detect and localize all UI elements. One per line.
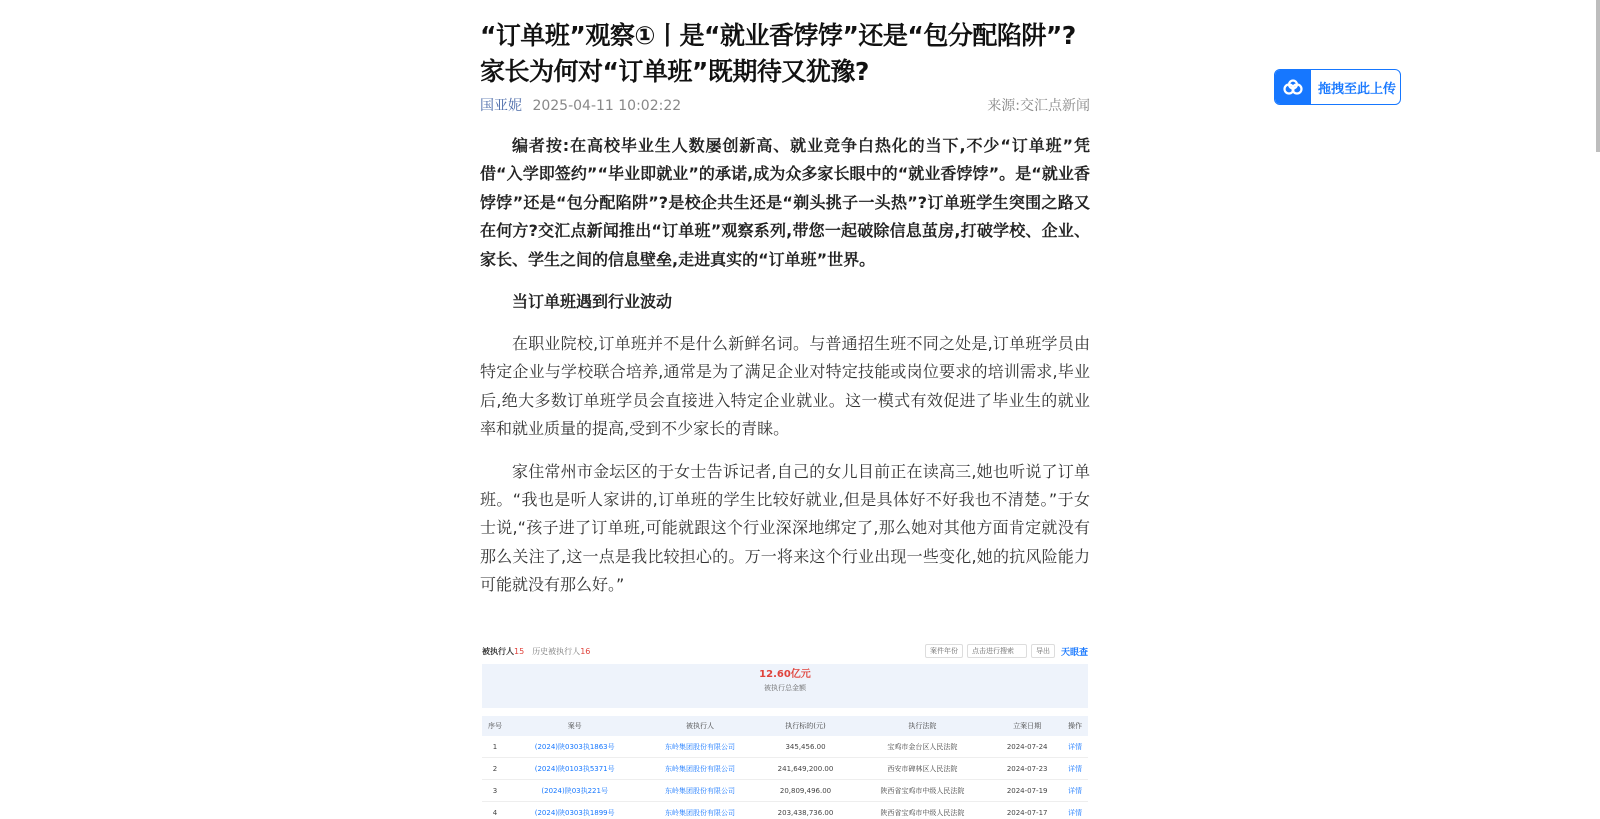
search-box: 点击进行搜索 (967, 644, 1027, 658)
table-cell: 2 (482, 758, 508, 780)
upload-dropzone[interactable] (1274, 69, 1401, 105)
table-header-row (482, 716, 1088, 736)
brand-logo: 天眼查 (1060, 647, 1088, 658)
data-table (482, 716, 1088, 819)
table-row (482, 780, 1088, 802)
author-link[interactable]: 国亚妮 (480, 98, 522, 114)
table-header: 被执行人 (641, 716, 758, 736)
article-source: 来源:交汇点新闻 (987, 98, 1090, 114)
table-cell: 4 (482, 802, 508, 819)
upload-label: 拖拽至此上传 (1318, 81, 1397, 97)
table-cell: 详情 (1062, 802, 1088, 819)
summary-box (482, 664, 1088, 708)
table-cell: 陕西省宝鸡市中级人民法院 (852, 802, 992, 819)
table-cell: (2024)陕0103执5371号 (508, 758, 641, 780)
embedded-screenshot (480, 642, 1090, 819)
paragraph: 在职业院校,订单班并不是什么新鲜名词。与普通招生班不同之处是,订单班学员由特定企业与学校联合培养,通常是为了满足企业对特定技能或岗位要求的培训需求,毕业后,绝大多数订单班学员会直接进入特定企业就业。这一模式有效促进了毕业生的就业率和就业质量的提高,受到不少家长的青睐。 (480, 334, 1090, 439)
table-row (482, 758, 1088, 780)
table-cell: 东岭集团股份有限公司 (641, 780, 758, 802)
table-cell: 2024-07-24 (992, 736, 1061, 758)
table-cell: 详情 (1062, 780, 1088, 802)
table-header: 立案日期 (992, 716, 1061, 736)
table-cell: 西安市碑林区人民法院 (852, 758, 992, 780)
scrollbar[interactable] (1596, 0, 1600, 152)
table-cell: 详情 (1062, 736, 1088, 758)
table-cell: 2024-07-17 (992, 802, 1061, 819)
table-cell: 详情 (1062, 758, 1088, 780)
table-cell: 203,438,736.00 (759, 802, 853, 819)
tab-count: 15 (514, 646, 525, 656)
history-label: 历史被执行人 (532, 646, 581, 656)
screenshot-toolbar (480, 642, 1090, 660)
table-cell: (2024)陕03执221号 (508, 780, 641, 802)
publish-datetime: 2025-04-11 10:02:22 (532, 98, 682, 114)
table-cell: 1 (482, 736, 508, 758)
table-row (482, 736, 1088, 758)
tab-label: 被执行人 (482, 646, 514, 656)
table-cell: 东岭集团股份有限公司 (641, 802, 758, 819)
paragraph: 家住常州市金坛区的于女士告诉记者,自己的女儿目前正在读高三,她也听说了订单班。“我也是听人家讲的,订单班的学生比较好就业,但是具体好不好我也不清楚。”于女士说,“孩子进了订单班,可能就跟这个行业深深地绑定了,那么她对其他方面肯定就没有那么关注了,这一点是我比较担心的。万一将来这个行业出现一些变化,她的抗风险能力可能就没有那么好。” (480, 461, 1090, 595)
table-cell: 241,649,200.00 (759, 758, 853, 780)
table-header: 操作 (1062, 716, 1088, 736)
table-cell: 东岭集团股份有限公司 (641, 758, 758, 780)
table-cell: 20,809,496.00 (759, 780, 853, 802)
table-cell: 2024-07-23 (992, 758, 1061, 780)
article (480, 18, 1090, 614)
table-cell: 2024-07-19 (992, 780, 1061, 802)
title-line-2: 家长为何对“订单班”既期待又犹豫? (480, 57, 869, 86)
history-count: 16 (580, 646, 591, 656)
table-row (482, 802, 1088, 819)
table-cell: 东岭集团股份有限公司 (641, 736, 758, 758)
table-cell: (2024)陕0303执1863号 (508, 736, 641, 758)
article-title (480, 18, 1090, 90)
table-header: 执行法院 (852, 716, 992, 736)
table-cell: 3 (482, 780, 508, 802)
table-header: 序号 (482, 716, 508, 736)
export-button: 导出 (1031, 644, 1055, 658)
table-header: 执行标的(元) (759, 716, 853, 736)
table-cell: 陕西省宝鸡市中级人民法院 (852, 780, 992, 802)
table-cell: 345,456.00 (759, 736, 853, 758)
table-cell: 宝鸡市金台区人民法院 (852, 736, 992, 758)
total-amount: 12.60亿元 (759, 669, 811, 680)
editor-note: 编者按:在高校毕业生人数屡创新高、就业竞争白热化的当下,不少“订单班”凭借“入学即签约”“毕业即就业”的承诺,成为众多家长眼中的“就业香饽饽”。是“就业香饽饽”还是“包分配陷阱”?是校企共生还是“剃头挑子一头热”?订单班学生突围之路又在何方?交汇点新闻推出“订单班”观察系列,带您一起破除信息茧房,打破学校、企业、家长、学生之间的信息壁垒,走进真实的“订单班”世界。 (480, 136, 1090, 269)
table-cell: (2024)陕0303执1899号 (508, 802, 641, 819)
table-header: 案号 (508, 716, 641, 736)
cloud-icon (1275, 70, 1311, 104)
filter-button: 案件年份 (925, 644, 963, 658)
total-caption: 被执行总金额 (764, 684, 806, 692)
article-meta (480, 94, 1090, 116)
section-subheading: 当订单班遇到行业波动 (512, 292, 673, 312)
title-line-1: “订单班”观察①丨是“就业香饽饽”还是“包分配陷阱”? (480, 21, 1076, 50)
